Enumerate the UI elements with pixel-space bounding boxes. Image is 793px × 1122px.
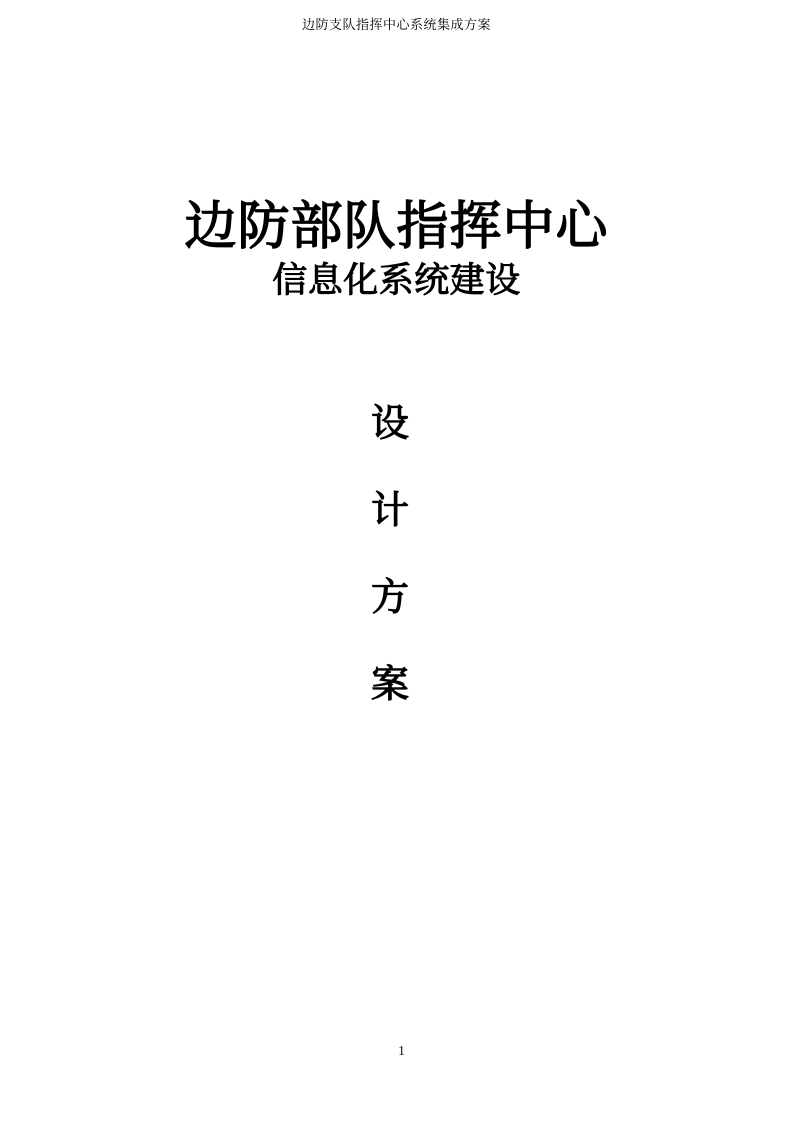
vertical-title-char-4: 案 bbox=[370, 664, 409, 706]
vertical-title-char-2: 计 bbox=[370, 490, 409, 532]
document-header-text: 边防支队指挥中心系统集成方案 bbox=[301, 17, 491, 32]
cover-subtitle: 信息化系统建设 bbox=[272, 261, 521, 300]
vertical-title-char-1: 设 bbox=[370, 403, 409, 445]
vertical-title-char-3: 方 bbox=[370, 577, 409, 619]
cover-main-title: 边防部队指挥中心 bbox=[184, 198, 609, 256]
page-number: 1 bbox=[398, 1044, 405, 1059]
vertical-design-title bbox=[0, 381, 780, 729]
